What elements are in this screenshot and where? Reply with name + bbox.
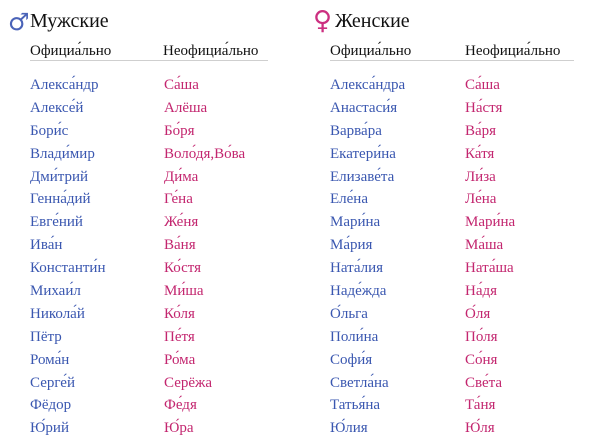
name-row [330, 326, 570, 349]
name-row [30, 97, 270, 120]
name-row [330, 303, 570, 326]
female-names-list [330, 74, 570, 440]
official-name: Михаи́л [30, 283, 81, 300]
male-column-headers [20, 42, 268, 60]
informal-name: Пе́тя [164, 328, 195, 345]
informal-name: На́дя [465, 283, 498, 300]
informal-name: Све́та [465, 374, 503, 391]
name-row [30, 234, 270, 257]
name-row [330, 97, 570, 120]
name-row [330, 234, 570, 257]
header-divider [30, 60, 268, 61]
informal-name: Ната́ша [465, 260, 514, 277]
informal-name: Ди́ма [164, 168, 199, 185]
official-name: Светла́на [330, 374, 389, 391]
name-row [30, 188, 270, 211]
informal-name: Воло́дя,Во́ва [164, 145, 246, 162]
name-row [330, 188, 570, 211]
name-row [330, 74, 570, 97]
informal-name: Мари́на [465, 214, 516, 231]
informal-name: Же́ня [164, 214, 199, 231]
header-divider [330, 60, 574, 61]
name-row [330, 211, 570, 234]
official-name: Никола́й [30, 305, 85, 322]
official-name: Алекса́ндра [330, 77, 406, 93]
female-symbol-icon: ♀ [313, 6, 333, 36]
name-row [330, 280, 570, 303]
informal-name: Ю́ра [164, 420, 194, 437]
informal-name: Са́ша [465, 77, 500, 93]
column-header-official: Официа́льно [330, 43, 412, 59]
official-name: Евге́ний [30, 214, 83, 231]
official-name: Ната́лия [330, 260, 384, 277]
official-name: О́льга [330, 305, 368, 322]
name-row [30, 280, 270, 303]
name-row [30, 417, 270, 440]
name-row [30, 349, 270, 372]
informal-name: Ю́ля [465, 420, 495, 437]
column-header-informal: Неофициа́льно [163, 43, 259, 59]
column-header-official: Официа́льно [30, 43, 112, 59]
informal-name: Ко́ля [164, 305, 195, 322]
name-row [30, 303, 270, 326]
informal-name: Ли́за [465, 168, 496, 185]
official-name: Татья́на [330, 397, 381, 414]
informal-name: О́ля [465, 305, 491, 322]
informal-name: Ка́тя [465, 145, 495, 162]
informal-name: Ге́на [164, 191, 193, 208]
official-name: Софи́я [330, 351, 373, 368]
name-row [30, 372, 270, 395]
name-row [30, 211, 270, 234]
official-name: Пётр [30, 328, 62, 345]
name-row [330, 143, 570, 166]
official-name: Ма́рия [330, 237, 373, 254]
male-heading-title: Мужские [30, 10, 109, 32]
informal-name: Ро́ма [164, 351, 196, 368]
official-name: Рома́н [30, 351, 70, 368]
official-name: Ива́н [30, 237, 63, 254]
informal-name: Ми́ша [164, 283, 204, 300]
name-row [330, 394, 570, 417]
name-row [30, 74, 270, 97]
official-name: Дми́трий [30, 168, 89, 185]
official-name: Ю́лия [330, 420, 368, 437]
male-names-list [30, 74, 270, 440]
name-row [30, 143, 270, 166]
female-heading-title: Женские [335, 10, 410, 32]
official-name: Елизаве́та [330, 168, 395, 185]
official-name: Варва́ра [330, 122, 382, 139]
official-name: Наде́жда [330, 283, 387, 300]
male-symbol-icon: ♂ [8, 8, 30, 36]
informal-name: Со́ня [465, 351, 498, 368]
name-row [330, 372, 570, 395]
informal-name: На́стя [465, 99, 503, 116]
name-row [30, 166, 270, 189]
informal-name: Та́ня [465, 397, 496, 414]
informal-name: Алёша [164, 99, 208, 116]
female-column-headers [330, 42, 574, 60]
official-name: Поли́на [330, 328, 379, 345]
informal-name: Фе́дя [164, 397, 197, 414]
informal-name: Серёжа [164, 374, 213, 391]
name-row [30, 120, 270, 143]
name-row [330, 417, 570, 440]
informal-name: По́ля [465, 328, 498, 345]
official-name: Анастаси́я [330, 99, 398, 116]
official-name: Алексе́й [30, 99, 84, 116]
name-row [330, 257, 570, 280]
official-name: Серге́й [30, 374, 75, 391]
official-name: Ю́рий [30, 420, 69, 437]
official-name: Мари́на [330, 214, 381, 231]
name-row [330, 166, 570, 189]
official-name: Фёдор [30, 397, 72, 414]
name-row [30, 394, 270, 417]
informal-name: Ма́ша [465, 237, 504, 254]
name-row [30, 257, 270, 280]
informal-name: Са́ша [164, 77, 199, 93]
official-name: Генна́дий [30, 191, 91, 208]
informal-name: Ва́ря [465, 122, 497, 139]
official-name: Константи́н [30, 260, 106, 277]
official-name: Алекса́ндр [30, 77, 99, 93]
name-row [330, 349, 570, 372]
informal-name: Ле́на [465, 191, 497, 208]
informal-name: Бо́ря [164, 122, 195, 139]
informal-name: Ко́стя [164, 260, 202, 277]
informal-name: Ва́ня [164, 237, 196, 254]
name-row [30, 326, 270, 349]
official-name: Еле́на [330, 191, 368, 208]
column-header-informal: Неофициа́льно [465, 43, 561, 59]
official-name: Влади́мир [30, 145, 95, 162]
official-name: Екатери́на [330, 145, 396, 162]
name-row [330, 120, 570, 143]
official-name: Бори́с [30, 122, 69, 139]
